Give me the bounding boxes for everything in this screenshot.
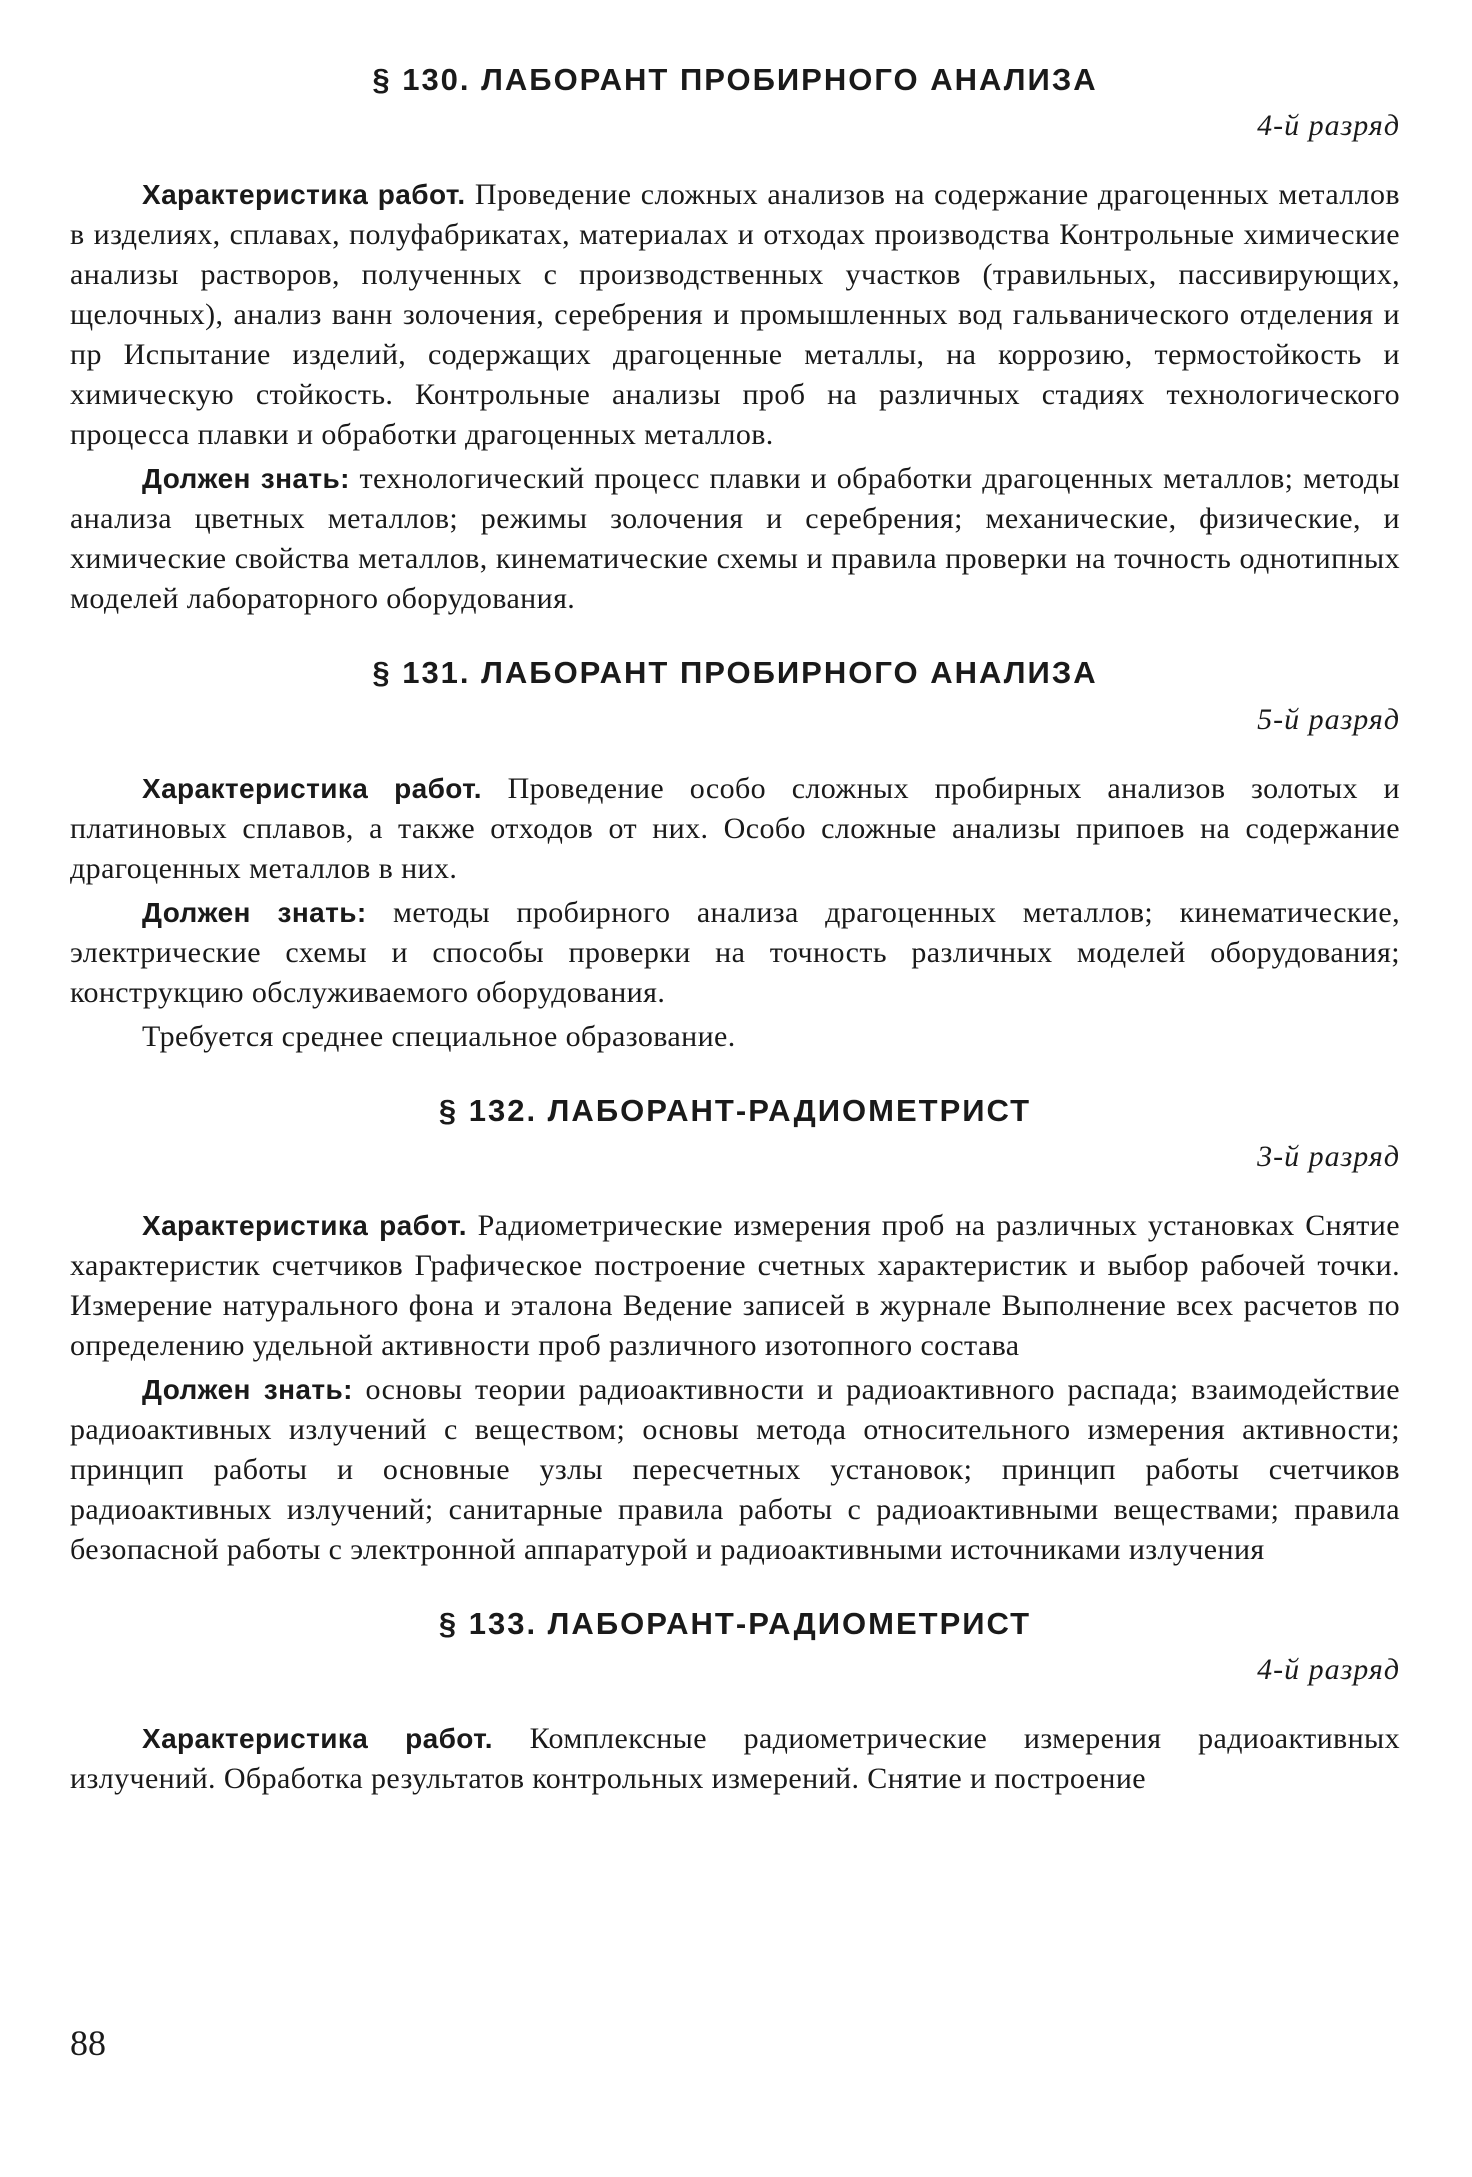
required-knowledge-text: методы пробирного анализа драгоценных металлов; кинематические, электрические схемы и способы проверки на точность различных моделей оборудования; конструкцию обслуживаемого оборудования. [70,895,1400,1009]
section-heading: § 133. ЛАБОРАНТ-РАДИОМЕТРИСТ [438,1605,1032,1641]
required-knowledge-text: основы теории радиоактивности и радиоактивного распада; взаимодействие радиоактивных излучений с веществом; основы метода относительного измерения активности; принцип работы и основные узлы пересчетных установок; принцип работы счетчиков радиоактивных излучений; санитарные правила работы с радиоактивными веществами; правила безопасной работы с электронной аппаратурой и радиоактивными источниками излучения [70,1372,1400,1566]
section-grade: 5-й разряд [1257,702,1400,736]
work-characteristics [70,1206,1400,1366]
section-132 [70,1091,1400,1570]
work-characteristics [70,175,1400,455]
work-characteristics-label: Характеристика работ. [142,1209,467,1241]
section-131 [70,653,1400,1056]
required-knowledge [70,1370,1400,1570]
work-characteristics-label: Характеристика работ. [142,179,466,211]
work-characteristics [70,769,1400,889]
section-grade: 4-й разряд [1257,1653,1400,1687]
section-heading: § 132. ЛАБОРАНТ-РАДИОМЕТРИСТ [438,1092,1032,1128]
work-characteristics-text: Проведение сложных анализов на содержание драгоценных металлов в изделиях, сплавах, полуфабрикатах, материалах и отходах производства Контрольные химические анализы растворов, полученных с производственных участков (травильных, пассивирующих, щелочных), анализ ванн золочения, серебрения и промышленных вод гальванического отделения и пр Испытание изделий, содержащих драгоценные металлы, на коррозию, термостойкость и химическую стойкость. Контрольные анализы проб на различных стадиях технологического процесса плавки и обработки драгоценных металлов. [70,178,1400,452]
work-characteristics [70,1719,1400,1799]
section-heading: § 131. ЛАБОРАНТ ПРОБИРНОГО АНАЛИЗА [372,655,1098,691]
section-130 [70,60,1400,619]
section-grade: 4-й разряд [1257,109,1400,143]
required-knowledge-label: Должен знать: [142,896,367,928]
required-knowledge [70,459,1400,619]
work-characteristics-label: Характеристика работ. [142,1723,493,1755]
required-knowledge [70,893,1400,1013]
work-characteristics-text: Радиометрические измерения проб на различных установках Снятие характеристик счетчиков Графическое построение счетных характеристик и выбор рабочей точки. Измерение натурального фона и эталона Ведение записей в журнале Выполнение всех расчетов по определению удельной активности проб различного изотопного состава [70,1208,1400,1362]
required-knowledge-text: технологический процесс плавки и обработки драгоценных металлов; методы анализа цветных металлов; режимы золочения и серебрения; механические, физические, и химические свойства металлов, кинематические схемы и правила проверки на точность однотипных моделей лабораторного оборудования. [70,462,1400,616]
work-characteristics-label: Характеристика работ. [142,772,482,804]
section-133 [70,1604,1400,1799]
required-knowledge-label: Должен знать: [142,1373,353,1405]
education-requirement: Требуется среднее специальное образование. [142,1019,736,1053]
section-grade: 3-й разряд [1257,1139,1400,1173]
section-heading: § 130. ЛАБОРАНТ ПРОБИРНОГО АНАЛИЗА [372,62,1098,97]
required-knowledge-label: Должен знать: [142,463,350,495]
work-characteristics-text: Проведение особо сложных пробирных анализов золотых и платиновых сплавов, а также отходов от них. Особо сложные анализы припоев на содержание драгоценных металлов в них. [70,771,1401,885]
page-number: 88 [70,2023,106,2063]
work-characteristics-text: Комплексные радиометрические измерения радиоактивных излучений. Обработка результатов контрольных измерений. Снятие и построение [70,1722,1401,1796]
document-page [70,60,1400,1833]
